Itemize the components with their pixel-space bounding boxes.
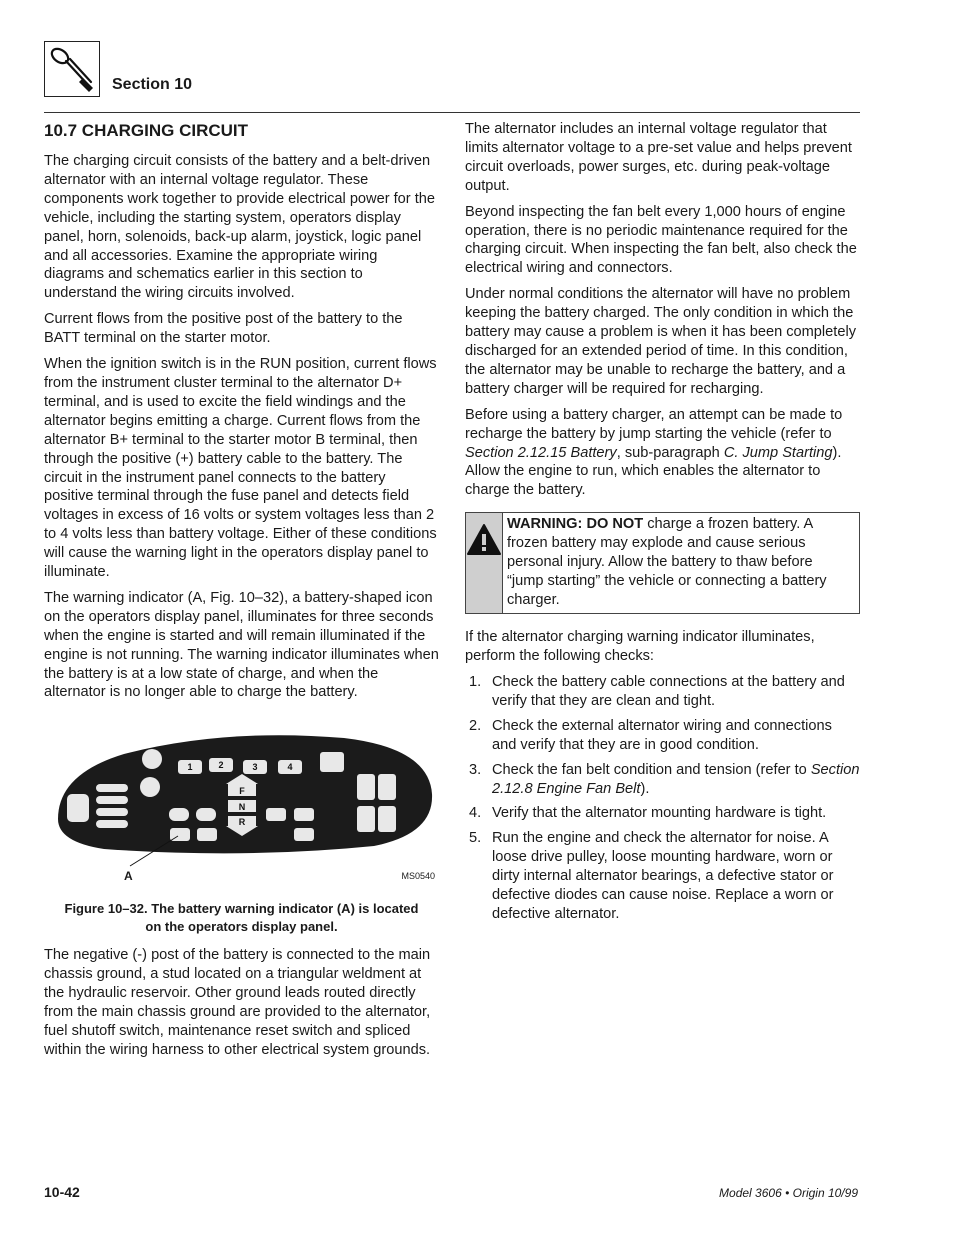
key-1: 1 [187, 762, 193, 773]
caption-line-1: Figure 10–32. The battery warning indicator (A) is located [64, 901, 419, 917]
bell-icon [142, 749, 162, 769]
key-3: 3 [252, 762, 258, 773]
manual-book-icon [320, 752, 344, 772]
key-4: 4 [287, 762, 293, 773]
paragraph: Current flows from the positive post of the battery to the BATT terminal on the starter motor. [44, 311, 403, 347]
section-title: 10.7 CHARGING CIRCUIT [44, 121, 249, 140]
page-number: 10-42 [44, 1184, 80, 1200]
warning-label: WARNING: DO NOT [507, 516, 644, 533]
cross-reference: Section 2.12.15 Battery [465, 444, 617, 461]
jump-start-paragraph: Before using a battery charger, an attempt can be made to recharge the battery by jump starting the vehicle (refer to Section 2.12.15 Battery, sub-paragraph C. Jump Starting). Allow the engine to run, which enables the alternator to charge the battery. [465, 406, 843, 499]
gear-neutral: N [238, 802, 246, 813]
warning-text: WARNING: DO NOT charge a frozen battery. A frozen battery may explode and cause serious personal injury. Allow the battery to thaw before “jump starting” the vehicle or connecting a battery charger. [507, 516, 827, 609]
callout-a: A [124, 869, 133, 884]
gear-reverse: R [238, 817, 246, 828]
figure-caption [44, 900, 439, 936]
key-2: 2 [218, 760, 224, 771]
figure-code: MS0540 [401, 871, 435, 882]
section-label: Section 10 [112, 76, 193, 93]
list-item: 2. Check the external alternator wiring and connections and verify that they are in good condition. [469, 717, 832, 753]
paragraph: If the alternator charging warning indicator illuminates, perform the following checks: [465, 629, 815, 665]
left-column [44, 120, 439, 1067]
list-item: 5. Run the engine and check the alternator for noise. A loose drive pulley, loose mounting hardware, worn or dirty internal alternator bearings, a defective stator or defective diodes can cause noise. Replace a worn or defective alternator. [469, 830, 834, 922]
paragraph: When the ignition switch is in the RUN position, current flows from the instrument cluster terminal to the alternator D+ terminal, and is used to excite the field windings and the alternator begins emitting a charge. Current flows from the alternator B+ terminal to the starter motor B terminal, then through the positive (+) battery cable to the battery. The circuit in the instrument panel connects to the battery positive terminal through the fuse panel and detects field voltages in excess of 16 volts or system voltages less than 2 to 4 volts less than battery voltage. Either of these conditions will cause the warning light in the operators display panel to illuminate. [44, 356, 437, 581]
paragraph: The charging circuit consists of the battery and a belt-driven alternator with an internal voltage regulator. These components work together to provide electrical power for the vehicle, including the starting system, operators display panel, horn, solenoids, back-up alarm, joystick, logic panel and all accessories. Examine the appropriate wiring diagrams and schematics earlier in this section to understand the wiring circuits involved. [44, 153, 435, 302]
list-item: 1. Check the battery cable connections at the battery and verify that they are clean and tight. [469, 674, 845, 709]
paragraph: The warning indicator (A, Fig. 10–32), a battery-shaped icon on the operators display panel, illuminates for three seconds when the engine is started and will remain illuminated if the engine is not running. The warning indicator illuminates when the battery is at a low state of charge, and when the alternator is no longer able to charge the battery. [44, 589, 439, 701]
paragraph: Under normal conditions the alternator will have no problem keeping the battery charged. The only condition in which the battery may cause a problem is when it has been completely discharged for an extended period of time. In this condition, the alternator may be unable to recharge the battery, and a battery charger will be required for recharging. [465, 286, 856, 397]
operators-display-panel-illustration [44, 724, 439, 874]
caption-line-2: on the operators display panel. [145, 919, 338, 935]
header-divider [44, 112, 860, 113]
cross-reference: C. Jump Starting [723, 444, 833, 461]
paragraph: Beyond inspecting the fan belt every 1,000 hours of engine operation, there is no periodic maintenance required for the charging circuit. When inspecting the fan belt, also check the electrical wiring and connectors. [465, 203, 857, 277]
wrench-logo-icon [44, 41, 100, 97]
gear-forward: F [239, 786, 245, 797]
warning-triangle-icon [466, 523, 502, 557]
cross-reference: Section 2.12.8 Engine Fan Belt [492, 761, 860, 797]
checks-list [465, 673, 860, 924]
warning-icon-cell [466, 513, 503, 613]
list-item: 3. Check the fan belt condition and tension (refer to Section 2.12.8 Engine Fan Belt). [469, 761, 860, 797]
paragraph: The negative (-) post of the battery is connected to the main chassis ground, a stud located on a triangular weldment at the hydraulic reservoir. Other ground leads routed directly from the main chassis ground are provided to the alternator, fuel shutoff switch, maintenance reset switch and spliced within the wiring harness to other electrical system grounds. [44, 947, 431, 1058]
warning-box [465, 512, 860, 614]
display-panel-figure [44, 724, 439, 894]
list-item: 4. Verify that the alternator mounting hardware is tight. [469, 805, 827, 822]
right-column [465, 120, 860, 930]
engine-icon [140, 777, 160, 797]
paragraph: The alternator includes an internal voltage regulator that limits alternator voltage to a pre-set value and helps prevent circuit overloads, power surges, etc. during peak-voltage output. [465, 121, 852, 194]
model-origin: Model 3606 • Origin 10/99 [719, 1186, 858, 1200]
